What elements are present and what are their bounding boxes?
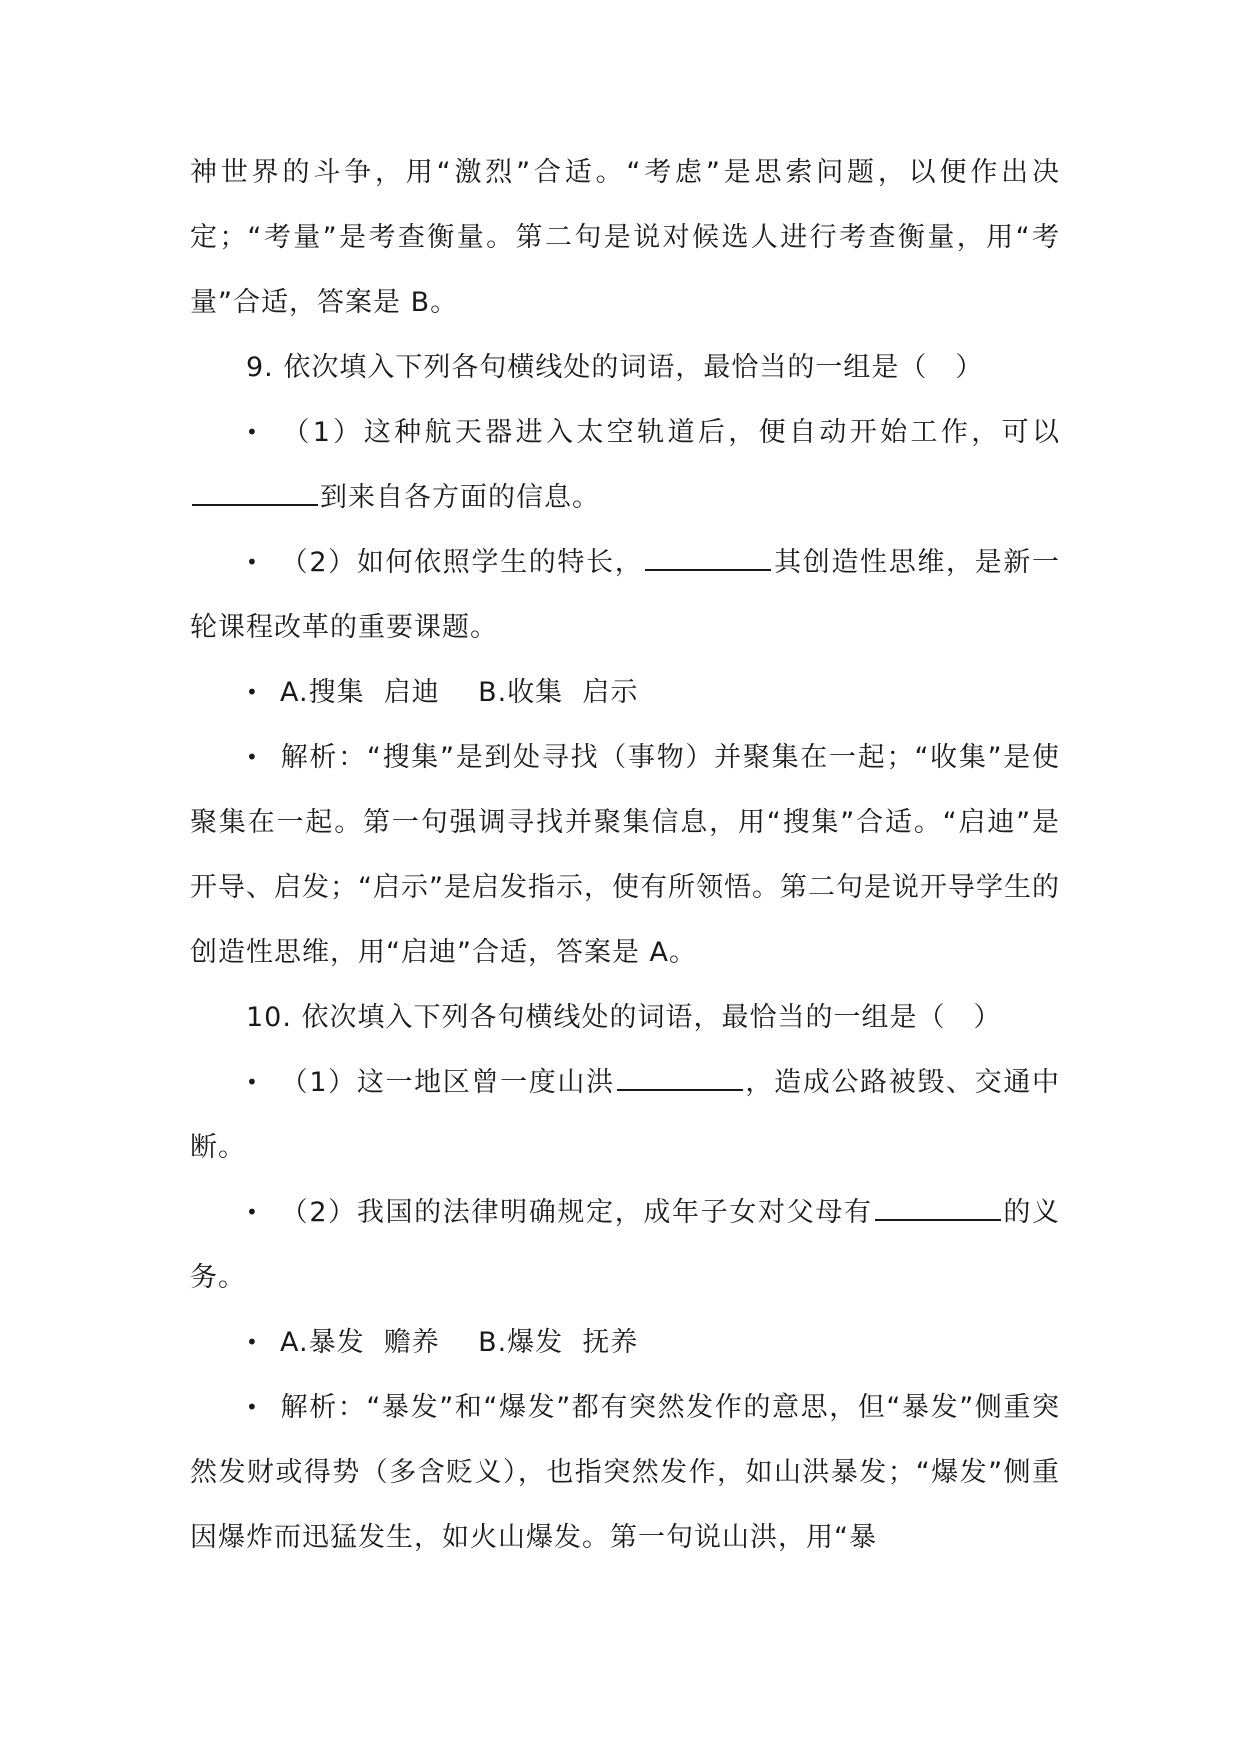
fill-blank [192, 503, 318, 506]
q10-s1-before: （1）这一地区曾一度山洪 [280, 1067, 615, 1098]
bullet-icon: • [246, 1395, 259, 1419]
question-10-analysis [190, 1375, 1060, 1570]
question-9-title [190, 335, 1060, 400]
q9-s1-before: （1）这种航天器进入太空轨道后，便自动开始工作，可以 [280, 417, 1060, 448]
previous-answer-continuation [190, 140, 1060, 335]
bullet-icon: • [246, 1070, 259, 1094]
q10-options-text: A.暴发 赡养 B.爆发 抚养 [280, 1327, 639, 1358]
bullet-icon: • [246, 1330, 259, 1354]
document-page [190, 140, 1060, 1570]
fill-blank [875, 1218, 1001, 1221]
q9-s1-after: 到来自各方面的信息。 [320, 482, 600, 513]
fill-blank [645, 568, 771, 571]
question-10-title-text: 10. 依次填入下列各句横线处的词语，最恰当的一组是（ ） [246, 1002, 1002, 1033]
q10-s2-after: 的义务。 [190, 1197, 1060, 1293]
question-10-sentence-2 [190, 1180, 1060, 1310]
question-10-sentence-1 [190, 1050, 1060, 1180]
q10-s1-after: ，造成公路被毁、交通中断。 [190, 1067, 1060, 1163]
q9-s2-after: 其创造性思维，是新一轮课程改革的重要课题。 [190, 547, 1060, 643]
q10-s2-before: （2）我国的法律明确规定，成年子女对父母有 [280, 1197, 873, 1228]
question-10-title [190, 985, 1060, 1050]
question-9-analysis [190, 725, 1060, 985]
question-9-sentence-2 [190, 530, 1060, 660]
q9-s2-before: （2）如何依照学生的特长， [280, 547, 644, 578]
fill-blank [617, 1088, 743, 1091]
bullet-icon: • [246, 680, 259, 704]
question-10-options [190, 1310, 1060, 1375]
bullet-icon: • [246, 745, 259, 769]
q9-options-text: A.搜集 启迪 B.收集 启示 [280, 677, 639, 708]
question-9-title-text: 9. 依次填入下列各句横线处的词语，最恰当的一组是（ ） [246, 352, 984, 383]
q9-analysis-text: 解析：“搜集”是到处寻找（事物）并聚集在一起；“收集”是使聚集在一起。第一句强调寻找并聚集信息，用“搜集”合适。“启迪”是开导、启发；“启示”是启发指示，使有所领悟。第二句是说开导学生的创造性思维，用“启迪”合适，答案是 A。 [190, 742, 1060, 968]
continuation-text: 神世界的斗争，用“激烈”合适。“考虑”是思索问题，以便作出决定；“考量”是考查衡量。第二句是说对候选人进行考查衡量，用“考量”合适，答案是 B。 [190, 157, 1060, 318]
question-9-options [190, 660, 1060, 725]
bullet-icon: • [246, 550, 259, 574]
question-9-sentence-1 [190, 400, 1060, 530]
bullet-icon: • [246, 1200, 259, 1224]
bullet-icon: • [246, 420, 259, 444]
q10-analysis-text: 解析：“暴发”和“爆发”都有突然发作的意思，但“暴发”侧重突然发财或得势（多含贬义），也指突然发作，如山洪暴发；“爆发”侧重因爆炸而迅猛发生，如火山爆发。第一句说山洪，用“暴 [190, 1392, 1060, 1553]
